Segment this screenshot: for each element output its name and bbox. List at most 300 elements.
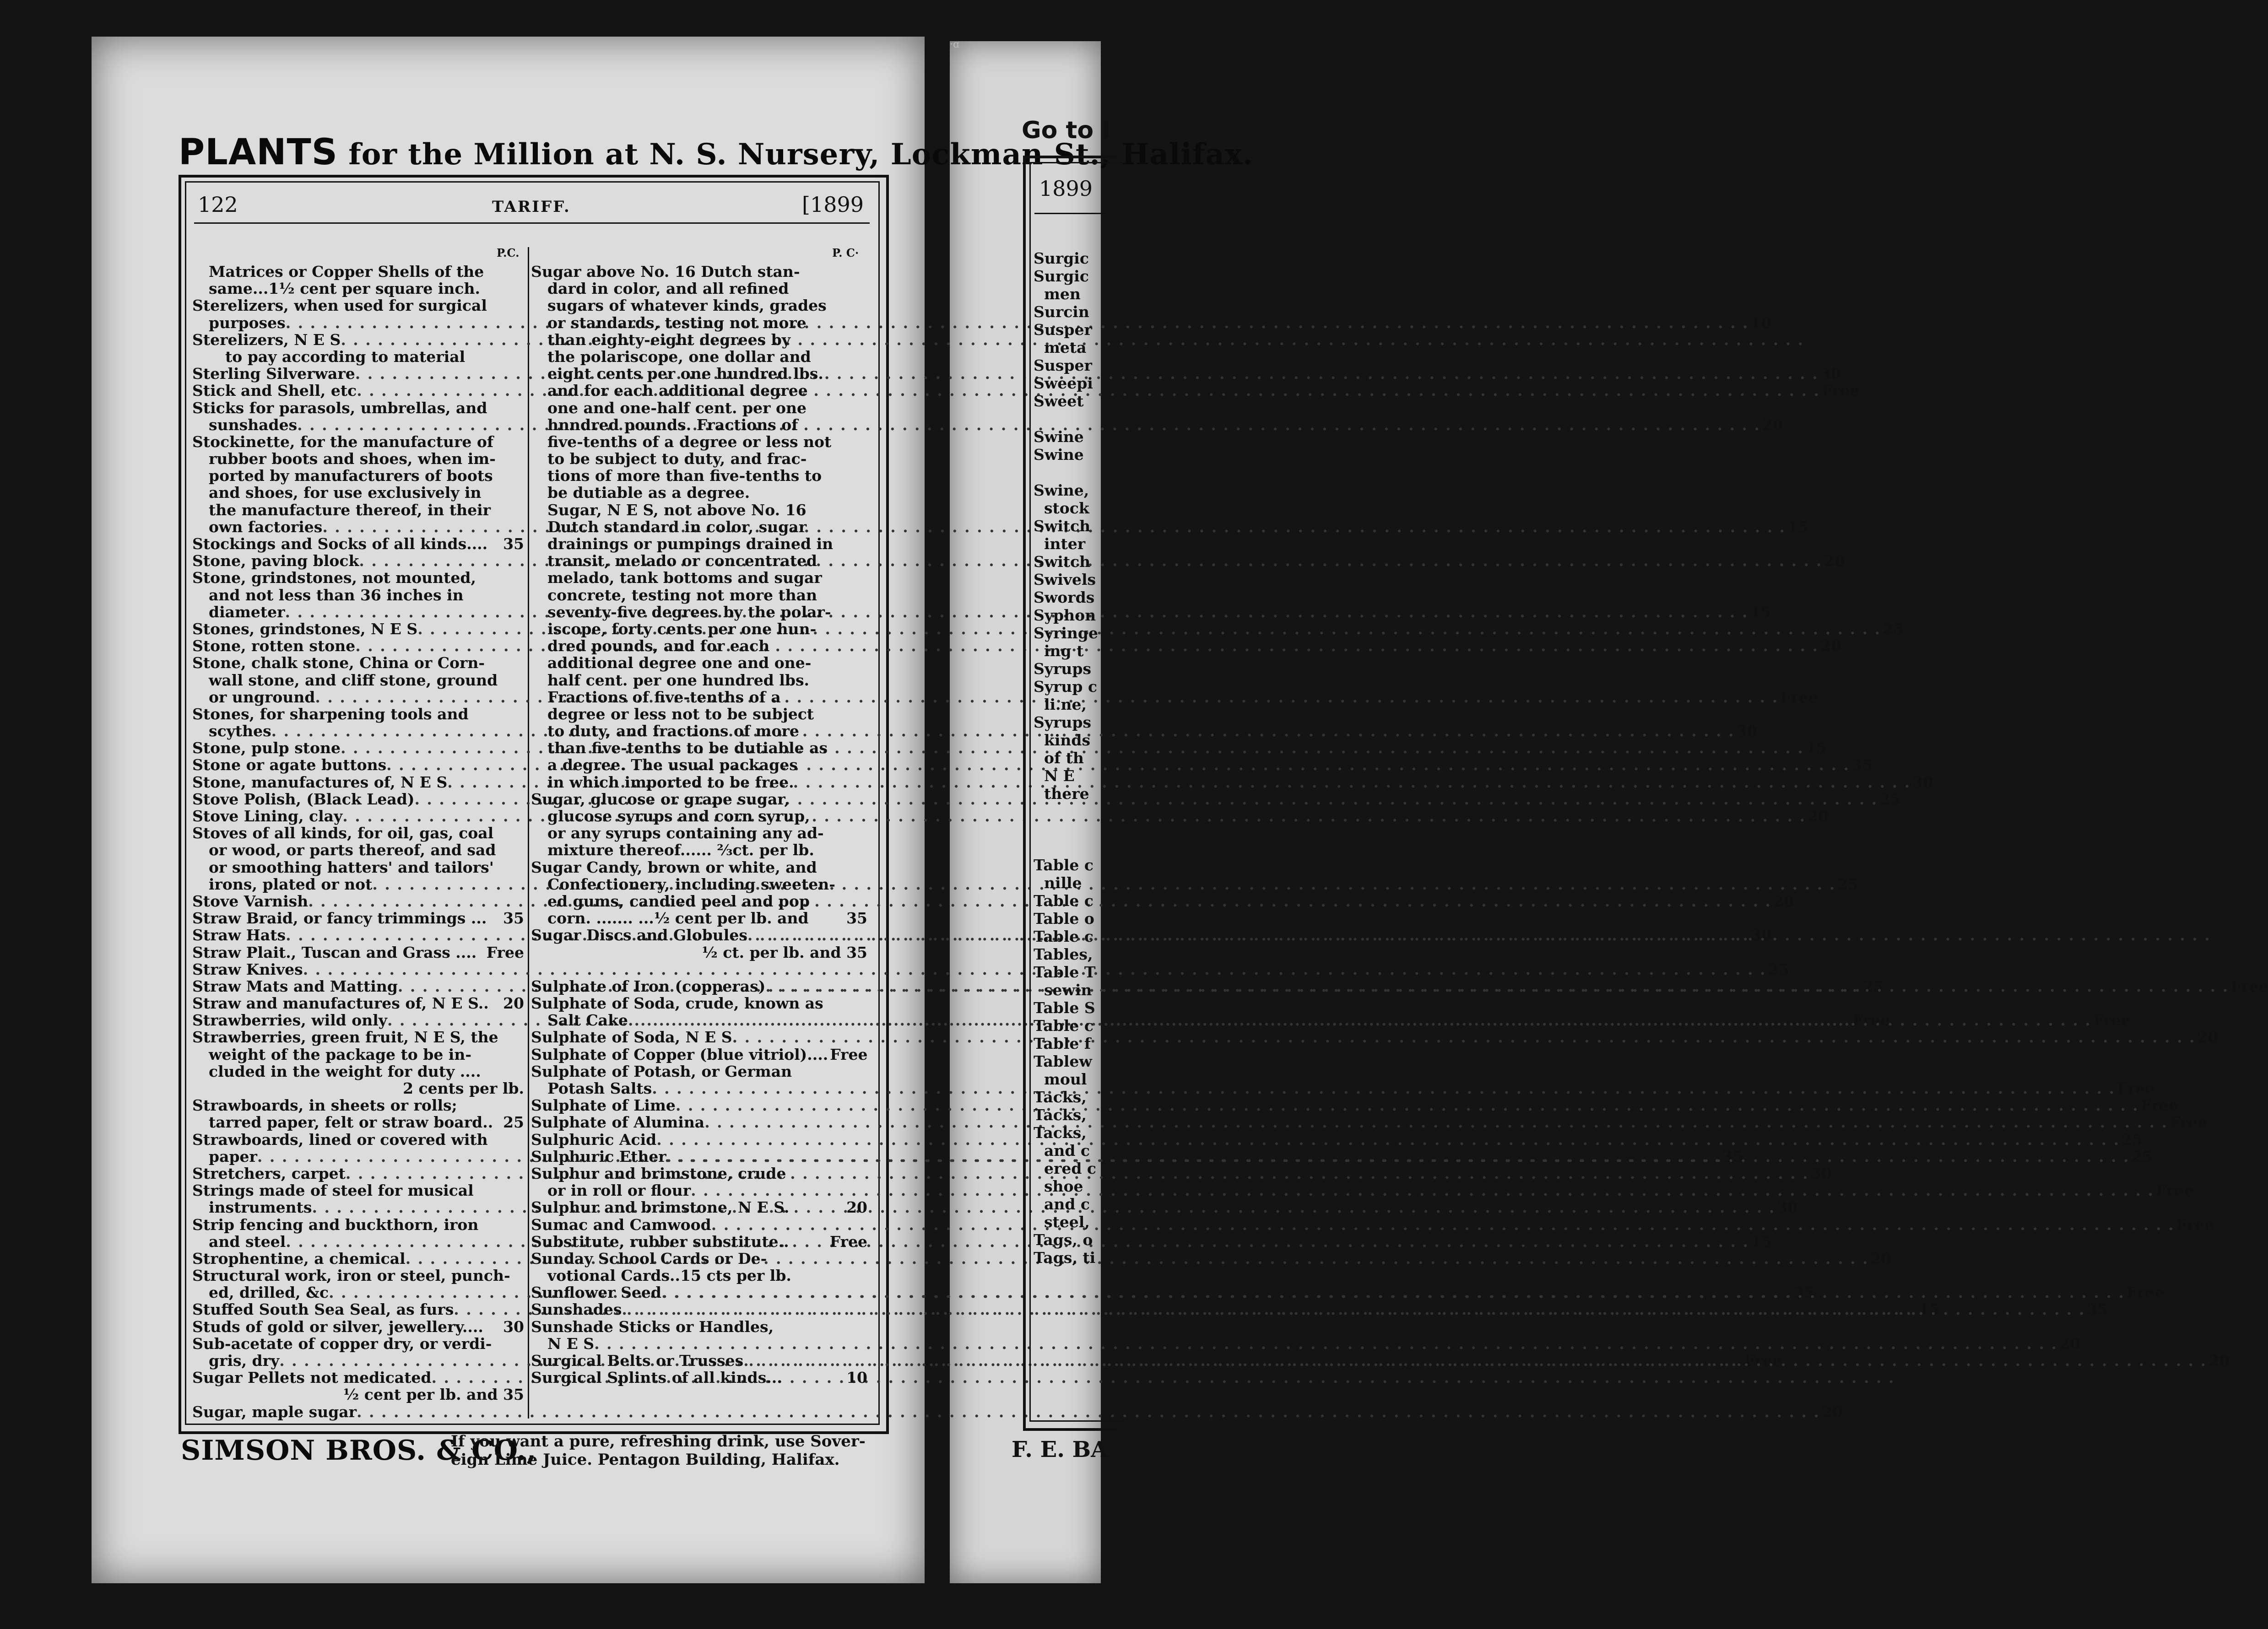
leader-dots	[691, 1182, 2154, 1199]
next-page-entry	[1034, 410, 1098, 428]
entry-text: drainings or pumpings drained in	[547, 535, 834, 553]
next-page-entry: Switch	[1034, 553, 1091, 571]
entry-text: or standards, testing not more	[547, 313, 807, 332]
tariff-entry	[531, 535, 867, 552]
tariff-entry	[192, 1318, 524, 1335]
entry-text: Stones, for sharpening tools and	[192, 705, 469, 723]
entry-rate: 35	[2087, 1300, 2108, 1319]
bottom-company-name: SIMSON BROS. & CO.,	[181, 1435, 537, 1467]
entry-text: Sulphate of Lime	[531, 1096, 676, 1115]
entry-text: Stone, paving block	[192, 552, 359, 570]
tariff-entry	[192, 1369, 524, 1386]
leader-dots	[676, 1097, 2139, 1114]
entry-text: sunshades	[209, 415, 298, 434]
entry-text: irons, plated or not	[209, 875, 373, 893]
tariff-entry	[531, 1046, 867, 1063]
next-page-entry: Swine,	[1034, 481, 1089, 499]
tariff-entry	[531, 587, 867, 604]
entry-text: Fractions of five-tenths of a	[547, 688, 781, 706]
entry-text: Strawboards, lined or covered with	[192, 1130, 488, 1149]
entry-rate: Free	[1780, 688, 1818, 706]
leader-dots	[661, 1284, 2125, 1301]
next-page-entry: Syringe	[1034, 624, 1098, 642]
next-page-entry: Table T	[1034, 963, 1096, 981]
next-page-rule	[1034, 213, 1108, 214]
tariff-entry	[531, 280, 867, 297]
entry-text: Substitute, rubber substitute..	[531, 1232, 789, 1251]
entry-rate: 25	[1879, 790, 1901, 808]
next-page-entry: of th	[1034, 749, 1084, 767]
entry-text: or unground	[209, 688, 315, 706]
next-page-entry: Surgic	[1034, 267, 1089, 285]
entry-text: than five-tenths to be dutiable as	[547, 739, 828, 757]
entry-text: Straw Braid, or fancy trimmings ...	[192, 909, 487, 928]
entry-rate: Free	[2093, 1011, 2131, 1030]
next-page-entry: Table S	[1034, 999, 1095, 1017]
next-page-entry: Sweepi	[1034, 374, 1093, 392]
entry-rate: 30	[1777, 1198, 1798, 1217]
entry-text: than eighty-eight degrees by	[547, 330, 790, 349]
next-page-entry: nille	[1034, 874, 1082, 892]
tariff-entry	[192, 569, 524, 586]
tariff-entry	[531, 841, 867, 858]
next-page-entry: Tags, o	[1034, 1231, 1093, 1249]
entry-rate: Free	[486, 943, 524, 961]
next-page-entry: moul	[1034, 1070, 1087, 1088]
entry-text: eight cents per one hundred lbs.	[547, 365, 823, 383]
tariff-entry	[531, 910, 867, 927]
entry-text: Strawboards, in sheets or rolls;	[192, 1096, 457, 1115]
leader-dots	[765, 978, 2229, 995]
tariff-entry	[192, 450, 524, 467]
leader-dots	[286, 1233, 1749, 1250]
next-page-entry: sewin	[1034, 981, 1092, 999]
next-page-entry	[1034, 803, 1098, 820]
entry-rate: 10	[1750, 313, 1772, 332]
tariff-entry	[192, 1335, 524, 1352]
entry-text: or wood, or parts thereof, and sad	[209, 841, 496, 859]
entry-text: Studs of gold or silver, jewellery....	[192, 1317, 483, 1336]
entry-text: Dutch standard in color, sugar	[547, 518, 807, 536]
tariff-entry	[192, 280, 524, 297]
next-page-footer: F. E. BA	[1012, 1437, 1108, 1462]
next-page-entry: inter	[1034, 535, 1086, 553]
entry-rate: 20	[1824, 552, 1846, 570]
leader-dots	[271, 723, 1735, 739]
next-page-entry: Surcin	[1034, 303, 1089, 321]
tariff-entry	[531, 995, 867, 1012]
entry-text: Strip fencing and buckthorn, iron	[192, 1215, 479, 1234]
entry-rate: 20	[1762, 415, 1783, 434]
tariff-entry	[531, 552, 867, 569]
entry-text: Surgical Splints of all kinds...	[531, 1369, 782, 1387]
entry-text: Sub-acetate of copper dry, or verdi-	[192, 1334, 492, 1353]
entry-text: Sugar above No. 16 Dutch stan-	[531, 263, 800, 280]
tariff-entry	[192, 1182, 524, 1199]
entry-text: hnndred pounds. Fractions of	[547, 415, 798, 434]
entry-text: concrete, testing not more than	[547, 586, 817, 604]
entry-text: Stove Varnish	[192, 892, 309, 910]
next-page-entry: Table c	[1034, 928, 1093, 945]
tariff-entry	[192, 825, 524, 841]
leader-dots	[285, 604, 1748, 620]
entry-rate: 25	[503, 1113, 524, 1132]
entry-rate: 35	[503, 535, 524, 553]
entry-text: dred pounds, and for each	[547, 637, 770, 655]
entry-rate: Free	[2176, 1215, 2214, 1234]
entry-text: paper	[209, 1147, 257, 1165]
leader-dots	[704, 1114, 2168, 1131]
bottom-note-line2: eign Lime Juice. Pentagon Building, Halifax.	[451, 1451, 840, 1469]
entry-text: and not less than 36 inches in	[209, 586, 464, 604]
tariff-entry	[531, 808, 867, 825]
entry-text: Strophentine, a chemical	[192, 1249, 406, 1268]
entry-text: iscope, forty cents per one hun-	[547, 620, 817, 638]
entry-rate: 25	[2131, 1147, 2153, 1165]
entry-text: Sterelizers, N E S	[192, 330, 341, 349]
entry-rate: 30	[1810, 1164, 1832, 1182]
entry-text: weight of the package to be in-	[209, 1045, 472, 1063]
entry-text: Sulphate of Soda, crude, known as	[531, 994, 823, 1013]
tariff-entry	[531, 502, 867, 518]
tariff-entry	[192, 1063, 524, 1080]
tariff-entry	[531, 1250, 867, 1267]
entry-text: dard in color, and all refined	[547, 280, 789, 298]
tariff-entry	[531, 672, 867, 689]
entry-rate: 20	[1808, 807, 1829, 825]
entry-text: ed, drilled, &c	[209, 1284, 329, 1302]
entry-text: Sticks for parasols, umbrellas, and	[192, 399, 487, 417]
tariff-entry	[531, 450, 867, 467]
entry-text: Sugar Candy, brown or white, and	[531, 858, 817, 876]
entry-text: rubber boots and shoes, when im-	[209, 450, 496, 468]
entry-text: Sulphate of Copper (blue vitriol)....	[531, 1045, 828, 1063]
tariff-entry	[192, 297, 524, 314]
entry-text: tarred paper, felt or straw board..	[209, 1113, 493, 1132]
entry-text: Stoves of all kinds, for oil, gas, coal	[192, 824, 494, 842]
next-page-entry: Syrups	[1034, 713, 1092, 731]
entry-text: Stone or agate buttons	[192, 756, 387, 774]
entry-rate: 30	[1820, 365, 1841, 383]
top-banner-plants: PLANTS	[179, 132, 338, 173]
next-page-entry: Tables,	[1034, 945, 1093, 963]
next-page-entry: men	[1034, 285, 1081, 303]
tariff-entry	[192, 1097, 524, 1114]
next-page-entry: steel,	[1034, 1213, 1090, 1231]
entry-text: ½ cent per lb. and 35	[343, 1386, 524, 1404]
entry-text: transit, melado or concentrated	[547, 552, 817, 570]
entry-rate: 25	[1883, 620, 1904, 638]
entry-text: to duty, and fractions of more	[547, 722, 799, 740]
entry-rate: 20	[1821, 1402, 1843, 1421]
entry-rate: 35	[846, 909, 867, 928]
next-page-entry: and c	[1034, 1142, 1090, 1160]
tariff-entry	[531, 689, 867, 706]
tariff-entry	[531, 569, 867, 586]
next-page-entry	[1034, 464, 1098, 481]
next-page-entry: Syphon	[1034, 606, 1096, 624]
entry-rate: Free	[2117, 1079, 2155, 1097]
entry-text: mixture thereof...... ⅔ct. per lb.	[547, 841, 814, 859]
entry-rate: Free	[1852, 1011, 1890, 1030]
entry-rate: 25	[1862, 977, 1884, 995]
next-page-entry: li.ne,	[1034, 696, 1087, 713]
tariff-entry	[192, 331, 524, 348]
entry-text: gris, dry	[209, 1352, 280, 1370]
entry-rate: 35	[1851, 756, 1873, 774]
entry-rate: 20	[1820, 637, 1842, 655]
entry-rate: 25	[1768, 960, 1789, 978]
entry-text: glucose syrups and corn syrup,	[547, 807, 810, 825]
entry-text: ½ ct. per lb. and 35	[702, 943, 867, 961]
page-number: 122	[198, 192, 238, 217]
entry-text: melado, tank bottoms and sugar	[547, 569, 822, 587]
entry-text: Stick and Shell, etc	[192, 382, 357, 400]
tariff-entry	[192, 535, 524, 552]
next-page-entry	[1034, 838, 1098, 856]
tariff-entry	[192, 1046, 524, 1063]
entry-text: Straw Hats	[192, 926, 286, 944]
tariff-entry	[192, 1402, 1843, 1421]
entry-text: Sugar Pellets not medicated	[192, 1369, 432, 1387]
tariff-entry	[192, 1386, 524, 1403]
entry-text: sugars of whatever kinds, grades	[547, 297, 827, 315]
tariff-entry	[531, 484, 867, 501]
entry-text: a degree. The usual packages	[547, 756, 798, 774]
entry-text: Potash Salts	[547, 1079, 652, 1097]
entry-text: the polariscope, one dollar and	[547, 347, 811, 366]
tariff-entry	[531, 297, 867, 314]
entry-text: Straw Knives	[192, 960, 303, 978]
tariff-entry	[192, 348, 524, 365]
tariff-entry	[192, 467, 524, 484]
entry-text: Sunshades	[531, 1300, 622, 1319]
entry-text: Structural work, iron or steel, punch-	[192, 1267, 510, 1285]
entry-text: Sulphuric Ether	[531, 1147, 666, 1165]
tariff-entry	[531, 637, 867, 654]
entry-rate: 35	[1793, 1284, 1815, 1302]
next-page-entry: Susper	[1034, 356, 1092, 374]
entry-rate: 15	[1787, 518, 1809, 536]
entry-rate: 15	[1750, 603, 1771, 621]
entry-text: Strawberries, wild only	[192, 1011, 387, 1030]
entry-text: Sugar Discs and Globules	[531, 926, 747, 944]
tariff-entry	[192, 1267, 524, 1284]
next-page-entry: and c	[1034, 1195, 1090, 1213]
entry-text: Stockinette, for the manufacture of	[192, 432, 494, 451]
entry-text: or smoothing hatters' and tailors'	[209, 858, 494, 876]
next-page-entry: Syrups	[1034, 660, 1092, 678]
entry-rate: 20	[2197, 1028, 2219, 1046]
entry-rate: 30	[503, 1317, 524, 1336]
tariff-entry	[531, 1318, 867, 1335]
entry-text: and steel	[209, 1232, 286, 1251]
entry-rate: 30	[1750, 926, 1772, 944]
top-banner-text: for the Million at N. S. Nursery, Lockman St., Halifax.	[348, 137, 1254, 172]
entry-text: Strings made of steel for musical	[192, 1181, 474, 1200]
leader-dots	[594, 1335, 2057, 1352]
next-page-entry: Switch	[1034, 517, 1091, 535]
entry-text: Stone, chalk stone, China or Corn-	[192, 654, 485, 672]
entry-text: in which imported to be free.	[547, 773, 794, 791]
tariff-entry	[531, 263, 867, 280]
entry-text: Stuffed South Sea Seal, as furs	[192, 1300, 454, 1319]
tariff-entry	[531, 314, 867, 331]
next-page-entry: Swords	[1034, 588, 1095, 606]
entry-text: same...1½ cent per square inch.	[209, 280, 480, 298]
next-page-entry: Swivels	[1034, 571, 1096, 588]
entry-rate: Free	[829, 1232, 867, 1251]
tariff-entry	[531, 756, 867, 773]
tariff-entry	[531, 654, 867, 671]
tariff-entry	[531, 893, 867, 910]
entry-text: Straw and manufactures of, N E S..	[192, 994, 489, 1013]
entry-text: Straw Plait., Tuscan and Grass ....	[192, 943, 477, 961]
entry-rate: 20	[2059, 1334, 2080, 1353]
entry-text: Sulphur and brimstone, crude	[531, 1164, 786, 1182]
entry-text: or any syrups containing any ad-	[547, 824, 824, 842]
leader-dots	[286, 314, 1749, 331]
entry-text: Sumac and Camwood	[531, 1215, 711, 1234]
entry-rate: Free	[830, 1045, 868, 1063]
entry-rate: Free	[2170, 1113, 2208, 1132]
next-page-year: 1899	[1039, 176, 1093, 201]
next-page-entry: Table c	[1034, 892, 1093, 910]
entry-text: Stone, pulp stone	[192, 739, 341, 757]
tariff-entry	[531, 433, 867, 450]
tariff-entry	[192, 263, 524, 280]
leader-dots	[628, 1012, 2091, 1029]
next-page-entry: Swine	[1034, 446, 1084, 464]
next-page-entry: ing t	[1034, 642, 1084, 660]
tariff-entry	[531, 1165, 867, 1182]
tariff-entry	[531, 774, 867, 791]
entry-text: Stove Lining, clay	[192, 807, 343, 825]
entry-rate: 20	[2208, 1352, 2230, 1370]
next-page-entry: Swine	[1034, 428, 1084, 446]
tariff-entry	[531, 739, 867, 756]
tariff-entry	[531, 365, 867, 382]
entry-text: to pay according to material	[225, 347, 466, 366]
entry-text: Stone, rotten stone	[192, 637, 356, 655]
leader-dots	[732, 1029, 2196, 1046]
entry-text: scythes	[209, 722, 271, 740]
tariff-entry	[531, 1199, 867, 1216]
entry-text: own factories	[209, 518, 323, 536]
entry-text: be dutiable as a degree.	[547, 484, 750, 502]
next-page-entry: meta	[1034, 339, 1087, 356]
entry-text: Salt Cake	[547, 1011, 628, 1030]
next-page-entry: Tacks,	[1034, 1088, 1087, 1106]
tariff-entry	[192, 1029, 524, 1046]
entry-text: half cent. per one hundred lbs.	[547, 671, 810, 689]
next-page-entry: Table f	[1034, 1035, 1091, 1052]
entry-text: Stone, grindstones, not mounted,	[192, 569, 476, 587]
next-page-entry	[1034, 820, 1098, 838]
tariff-entry	[531, 1063, 867, 1080]
entry-text: and for each additional degree	[547, 382, 808, 400]
entry-text: wall stone, and cliff stone, ground	[209, 671, 498, 689]
tariff-entry	[531, 876, 867, 893]
tariff-entry	[531, 944, 867, 961]
leader-dots	[747, 927, 2211, 944]
entry-rate: 25	[2122, 1130, 2143, 1149]
entry-text: corn. ....... ...½ cent per lb. and	[547, 909, 809, 928]
entry-rate: 20	[503, 994, 524, 1013]
entry-rate: 15	[1919, 1300, 1940, 1319]
tariff-entry	[192, 1216, 524, 1233]
entry-text: Stretchers, carpet	[192, 1164, 346, 1182]
bottom-advert-note	[451, 1432, 866, 1469]
entry-rate: Free	[2230, 977, 2268, 995]
pc-label-right: P. C·	[832, 246, 859, 259]
entry-rate: 30	[1912, 773, 1934, 791]
entry-text: N E S	[547, 1334, 595, 1353]
entry-text: Sulphate of Iron (copperas)	[531, 977, 766, 995]
tariff-entry	[192, 706, 524, 723]
tariff-entry	[192, 587, 524, 604]
next-page-entry: kinds	[1034, 731, 1091, 749]
entry-text: to be subject to duty, and frac-	[547, 450, 807, 468]
leader-dots	[711, 1216, 2175, 1233]
entry-text: Straw Mats and Matting	[192, 977, 398, 995]
entry-rate: 10	[846, 1369, 867, 1387]
tariff-entry	[531, 620, 867, 637]
tariff-entry	[192, 841, 524, 858]
entry-text: Matrices or Copper Shells of the	[209, 263, 484, 280]
entry-text: ported by manufacturers of boots	[209, 467, 493, 485]
tariff-entry	[192, 654, 524, 671]
tariff-entry	[192, 859, 524, 876]
tariff-entry	[192, 484, 524, 501]
leader-dots	[743, 1352, 2207, 1369]
entry-rate: 20	[1773, 892, 1794, 910]
next-page-entry: Tags, ti	[1034, 1249, 1096, 1267]
entry-text: Sunshade Sticks or Handles,	[531, 1317, 774, 1336]
tariff-entry	[531, 467, 867, 484]
entry-text: Confectionery, including sweeten-	[547, 875, 835, 893]
next-page-entry: Tacks,	[1034, 1106, 1087, 1124]
entry-text: Sulphate of Alumina	[531, 1113, 705, 1132]
entry-rate: 15	[1805, 739, 1827, 757]
entry-text: Sulphate of Soda, N E S	[531, 1028, 732, 1046]
entry-rate: 35	[1722, 1147, 1743, 1165]
leader-dots	[622, 1301, 2085, 1318]
entry-rate: 20	[846, 1198, 867, 1217]
entry-text: Sugar, maple sugar	[192, 1402, 357, 1421]
tariff-entry	[192, 1131, 524, 1148]
tariff-entry	[531, 723, 867, 739]
next-page-entry: there	[1034, 785, 1089, 803]
entry-text: or in roll or flour	[547, 1181, 691, 1200]
entry-text: Sunday School Cards or De-	[531, 1249, 767, 1268]
tariff-entry	[531, 1369, 867, 1386]
entry-text: Stones, grindstones, N E S	[192, 620, 418, 638]
tariff-entry	[531, 331, 867, 348]
entry-text: purposes	[209, 313, 286, 332]
header-rule	[194, 222, 870, 224]
tariff-entry	[531, 859, 867, 876]
tariff-entry	[192, 1114, 524, 1131]
tariff-entry	[192, 910, 524, 927]
tariff-entry	[531, 518, 867, 535]
next-page-entries	[1034, 249, 1098, 1267]
entry-text: ed gums, candied peel and pop	[547, 892, 810, 910]
tariff-entry	[531, 961, 867, 978]
tariff-entry	[192, 399, 524, 416]
entry-text: Sterelizers, when used for surgical	[192, 297, 487, 315]
entry-rate: Free	[2155, 1181, 2194, 1200]
